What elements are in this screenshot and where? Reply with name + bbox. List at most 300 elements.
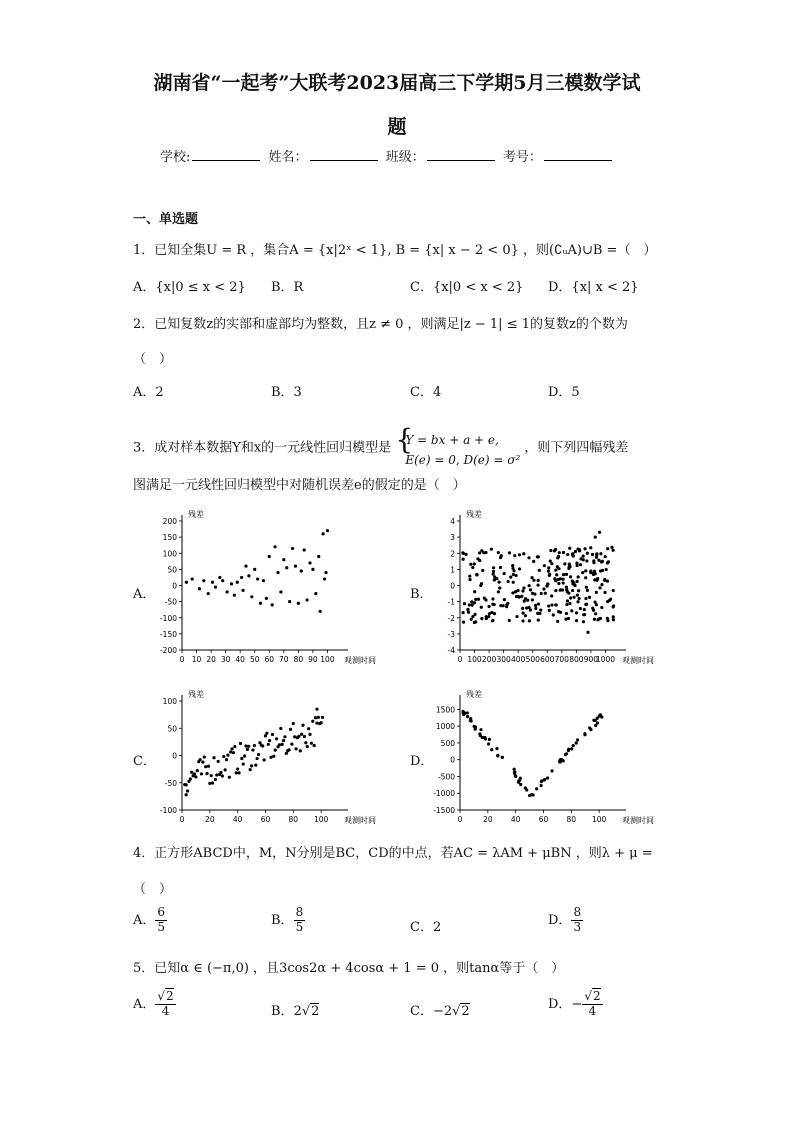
q5-c-rad: 2 [461, 1004, 470, 1019]
data-point [247, 574, 250, 577]
data-point [271, 603, 274, 606]
data-point [503, 598, 506, 601]
data-point [304, 741, 307, 744]
y-axis-label: 残差 [188, 510, 204, 519]
question-1-stem: 1．已知全集U = R ，集合A = {x|2ˣ < 1}, B = {x| x − 2 < 0} ，则(∁ᵤA)∪B =（ ） [133, 243, 657, 258]
data-point [299, 749, 302, 752]
data-point [292, 722, 295, 725]
data-point [556, 620, 559, 623]
q1-option-a[interactable]: A．{x|0 ≤ x < 2} [133, 280, 246, 295]
data-point [583, 613, 586, 616]
data-point [528, 619, 531, 622]
data-point [513, 771, 516, 774]
data-point [478, 551, 481, 554]
class-blank[interactable] [427, 148, 495, 161]
data-point [514, 574, 517, 577]
question-2-stem: 2．已知复数z的实部和虚部均为整数，且z ≠ 0 ，则满足|z − 1| ≤ 1的复数z的个数为 [133, 317, 628, 332]
data-point [235, 771, 238, 774]
data-point [568, 602, 571, 605]
data-point [567, 749, 570, 752]
data-point [576, 594, 579, 597]
data-point [605, 568, 608, 571]
q3-option-d[interactable]: D． [410, 754, 434, 769]
data-point [314, 716, 317, 719]
data-point [509, 575, 512, 578]
y-tick-label: -50 [164, 597, 177, 607]
q5-d-num: √2 [584, 989, 601, 1003]
data-point [224, 768, 227, 771]
exam-number-blank[interactable] [544, 148, 612, 161]
data-point [256, 757, 259, 760]
data-point [473, 562, 476, 565]
data-point [321, 532, 324, 535]
y-tick-label: 100 [162, 697, 177, 706]
data-point [207, 592, 210, 595]
x-tick-label: 20 [483, 815, 493, 824]
data-point [565, 612, 568, 615]
data-point [205, 772, 208, 775]
data-point [271, 733, 274, 736]
data-point [268, 555, 271, 558]
x-tick-label: 40 [232, 815, 243, 824]
q4-d-fraction [571, 906, 583, 935]
data-point [546, 776, 549, 779]
data-point [191, 577, 194, 580]
data-point [542, 587, 545, 590]
data-point [596, 717, 599, 720]
data-point [574, 550, 577, 553]
data-point [233, 594, 236, 597]
data-point [473, 590, 476, 593]
q4-c-value: 2 [432, 920, 442, 935]
data-point [547, 566, 550, 569]
data-point [554, 548, 557, 551]
data-point [314, 592, 317, 595]
data-point [288, 748, 291, 751]
y-tick-label: 3 [450, 533, 455, 543]
data-point [276, 571, 279, 574]
data-point [474, 620, 477, 623]
data-point [479, 728, 482, 731]
q4-option-b[interactable] [271, 906, 305, 935]
data-point [575, 619, 578, 622]
data-point [480, 617, 483, 620]
residual-plot-b [428, 505, 658, 670]
y-axis-label: 残差 [188, 690, 204, 699]
name-blank[interactable] [310, 148, 378, 161]
data-point [305, 598, 308, 601]
data-point [582, 554, 585, 557]
data-point [599, 552, 602, 555]
data-point [475, 573, 478, 576]
data-point [579, 563, 582, 566]
y-tick-label: -50 [164, 778, 177, 788]
data-point [289, 728, 292, 731]
question-3-stem [133, 423, 629, 468]
data-point [207, 765, 210, 768]
data-point [548, 574, 551, 577]
data-point [562, 573, 565, 576]
data-point [229, 750, 232, 753]
data-point [317, 716, 320, 719]
data-point [583, 608, 586, 611]
data-point [466, 715, 469, 718]
data-point [500, 554, 503, 557]
data-point [313, 744, 316, 747]
x-tick-label: 1000 [595, 655, 616, 664]
residual-plot-d [428, 685, 658, 830]
q4-option-d[interactable] [548, 906, 583, 935]
data-point [473, 725, 476, 728]
data-point [470, 600, 473, 603]
data-point [214, 778, 217, 781]
data-point [521, 607, 524, 610]
data-point [249, 768, 252, 771]
name-label: 姓名： [268, 150, 308, 165]
q4-option-a[interactable] [133, 906, 167, 935]
data-point [476, 557, 479, 560]
data-point [237, 771, 240, 774]
data-point [592, 572, 595, 575]
data-point [595, 591, 598, 594]
data-point [491, 597, 494, 600]
data-point [576, 600, 579, 603]
q1-option-d[interactable]: D．{x| x < 2} [548, 280, 639, 295]
residual-plot-c [150, 685, 380, 830]
data-point [283, 735, 286, 738]
data-point [208, 782, 211, 785]
q5-d-letter: D． [548, 996, 572, 1012]
data-point [462, 611, 465, 614]
data-point [254, 764, 257, 767]
y-tick-label: 0 [172, 581, 177, 591]
data-point [185, 793, 188, 796]
data-point [555, 573, 558, 576]
x-tick-label: 80 [288, 815, 299, 824]
question-2-stem-cont: （ ） [133, 352, 173, 367]
data-point [185, 783, 188, 786]
data-point [221, 579, 224, 582]
data-point [193, 772, 196, 775]
q3-option-c[interactable]: C． [133, 754, 156, 769]
data-point [508, 551, 511, 554]
q5-d-fraction [582, 990, 602, 1019]
q2-option-b[interactable]: B．3 [271, 385, 302, 400]
question-5-stem: 5．已知α ∈ (−π,0) ，且3cos2α + 4cosα + 1 = 0 ，则tanα等于（ ） [133, 961, 565, 976]
q4-a-letter: A． [133, 912, 156, 928]
data-point [202, 579, 205, 582]
data-point [503, 572, 506, 575]
data-point [544, 592, 547, 595]
data-point [593, 618, 596, 621]
data-point [483, 596, 486, 599]
x-tick-label: 900 [583, 655, 599, 664]
data-point [588, 596, 591, 599]
data-point [294, 565, 297, 568]
q5-option-a[interactable] [133, 990, 176, 1019]
data-point [518, 567, 521, 570]
data-point [539, 608, 542, 611]
data-point [564, 618, 567, 621]
data-point [576, 580, 579, 583]
data-point [531, 598, 534, 601]
data-point [534, 607, 537, 610]
data-point [572, 582, 575, 585]
data-point [545, 585, 548, 588]
data-point [538, 569, 541, 572]
y-axis-label: 残差 [466, 510, 482, 519]
y-tick-label: 1500 [435, 705, 455, 715]
data-point [236, 767, 239, 770]
q5-a-num: √2 [157, 989, 174, 1003]
data-point [533, 593, 536, 596]
data-point [484, 551, 487, 554]
x-tick-label: 60 [260, 815, 271, 824]
q2-option-c[interactable]: C．4 [410, 385, 442, 400]
question-4-stem: 4．正方形ABCD中，M，N分别是BC，CD的中点，若AC = λAM + μBN ，则λ + μ = [133, 846, 653, 861]
x-tick-label: 200 [481, 655, 497, 664]
question-3-stem-cont: 图满足一元线性回归模型中对随机误差e的假定的是（ ） [133, 478, 466, 493]
data-point [586, 631, 589, 634]
exam-number-label: 考号： [502, 150, 542, 165]
x-tick-label: 20 [205, 815, 215, 824]
data-point [557, 582, 560, 585]
data-point [540, 780, 543, 783]
data-point [527, 606, 530, 609]
data-point [512, 573, 515, 576]
y-tick-label: 4 [450, 517, 455, 526]
q5-option-d[interactable] [548, 990, 603, 1019]
data-point [535, 787, 538, 790]
data-point [603, 591, 606, 594]
data-point [507, 580, 510, 583]
data-point [281, 743, 284, 746]
data-point [285, 566, 288, 569]
data-point [251, 748, 254, 751]
data-point [236, 581, 239, 584]
data-point [488, 738, 491, 741]
class-label: 班级： [385, 150, 425, 165]
data-point [279, 590, 282, 593]
data-point [536, 583, 539, 586]
data-point [218, 576, 221, 579]
data-point [468, 603, 471, 606]
q1-option-b[interactable]: B．R [271, 280, 304, 295]
x-tick-label: 70 [279, 655, 289, 664]
data-point [303, 735, 306, 738]
data-point [495, 747, 498, 750]
y-tick-label: -100 [159, 806, 177, 815]
data-point [598, 586, 601, 589]
data-point [578, 597, 581, 600]
q4-b-letter: B． [271, 912, 294, 928]
data-point [242, 762, 245, 765]
data-point [461, 710, 464, 713]
data-point [595, 556, 598, 559]
data-point [226, 754, 229, 757]
data-point [562, 551, 565, 554]
data-point [576, 547, 579, 550]
data-point [559, 611, 562, 614]
data-point [522, 611, 525, 614]
y-tick-label: 200 [162, 517, 177, 526]
x-tick-label: 100 [467, 655, 482, 664]
data-point [514, 590, 517, 593]
data-point [550, 594, 553, 597]
y-tick-label: -1 [447, 597, 455, 607]
data-point [594, 536, 597, 539]
q5-option-c[interactable]: C．−2√2 [410, 1004, 470, 1019]
data-point [469, 563, 472, 566]
data-point [557, 578, 560, 581]
data-point [569, 596, 572, 599]
q2-option-a[interactable]: A．2 [133, 385, 164, 400]
data-point [554, 569, 557, 572]
data-point [240, 757, 243, 760]
data-point [233, 745, 236, 748]
q3-brace: { [395, 423, 414, 456]
data-point [599, 713, 602, 716]
data-point [513, 768, 516, 771]
data-point [517, 779, 520, 782]
x-tick-label: 80 [293, 655, 304, 664]
q2-option-d[interactable]: D．5 [548, 385, 580, 400]
q3-stem-post: ，则下列四幅残差 [524, 440, 629, 456]
q4-c-letter: C． [410, 920, 433, 935]
data-point [275, 737, 278, 740]
data-point [300, 569, 303, 572]
x-tick-label: 0 [457, 815, 463, 824]
data-point [596, 721, 599, 724]
data-point [497, 590, 500, 593]
data-point [598, 531, 601, 534]
data-point [256, 577, 259, 580]
data-point [556, 556, 559, 559]
q1-option-c[interactable]: C．{x|0 < x < 2} [410, 280, 524, 295]
data-point [543, 778, 546, 781]
data-point [568, 563, 571, 566]
data-point [310, 742, 313, 745]
data-point [585, 559, 588, 562]
x-axis-label: 观测时间 [622, 816, 654, 825]
q4-option-c[interactable] [410, 916, 441, 935]
x-tick-label: 500 [525, 655, 540, 664]
data-point [477, 598, 480, 601]
data-point [543, 564, 546, 567]
data-point [190, 771, 193, 774]
data-point [253, 744, 256, 747]
data-point [222, 755, 225, 758]
data-point [566, 553, 569, 556]
data-point [211, 581, 214, 584]
data-point [563, 562, 566, 565]
q5-option-b[interactable]: B．2√2 [271, 1004, 320, 1019]
data-point [497, 551, 500, 554]
data-point [185, 581, 188, 584]
data-point [565, 752, 568, 755]
q4-a-num: 6 [157, 905, 166, 919]
data-point [320, 721, 323, 724]
data-point [282, 558, 285, 561]
data-point [323, 577, 326, 580]
data-point [480, 549, 483, 552]
data-point [584, 597, 587, 600]
q3-option-b[interactable]: B． [410, 587, 433, 602]
data-point [530, 576, 533, 579]
data-point [595, 552, 598, 555]
y-tick-label: -3 [447, 629, 455, 639]
section-heading: 一、单选题 [133, 212, 199, 227]
data-point [612, 618, 615, 621]
data-point [272, 755, 275, 758]
q4-d-letter: D． [548, 912, 572, 928]
data-point [610, 546, 613, 549]
data-point [581, 571, 584, 574]
y-tick-label: 2 [450, 549, 455, 559]
data-point [478, 732, 481, 735]
q4-a-den: 5 [157, 919, 166, 934]
data-point [290, 743, 293, 746]
data-point [262, 758, 265, 761]
data-point [480, 606, 483, 609]
school-blank[interactable] [192, 148, 260, 161]
data-point [570, 609, 573, 612]
data-point [488, 612, 491, 615]
data-point [506, 602, 509, 605]
data-point [583, 732, 586, 735]
data-point [297, 602, 300, 605]
data-point [473, 601, 476, 604]
data-point [536, 555, 539, 558]
x-tick-label: 80 [566, 815, 577, 824]
data-point [269, 756, 272, 759]
data-point [239, 742, 242, 745]
data-point [524, 614, 527, 617]
x-tick-label: 100 [591, 815, 607, 824]
data-point [604, 555, 607, 558]
data-point [501, 756, 504, 759]
x-tick-label: 600 [540, 655, 555, 664]
data-point [577, 589, 580, 592]
data-point [529, 588, 532, 591]
data-point [259, 602, 262, 605]
data-point [317, 555, 320, 558]
data-point [274, 749, 277, 752]
q4-d-num: 8 [573, 905, 582, 919]
data-point [612, 605, 615, 608]
x-tick-label: 90 [308, 655, 318, 664]
x-tick-label: 50 [249, 655, 260, 664]
data-point [241, 589, 244, 592]
data-point [487, 742, 490, 745]
data-point [462, 558, 465, 561]
data-point [291, 547, 294, 550]
data-point [584, 576, 587, 579]
data-point [466, 608, 469, 611]
q3-option-a[interactable]: A． [133, 587, 156, 602]
data-point [577, 575, 580, 578]
q4-b-den: 5 [295, 919, 304, 934]
data-point [540, 784, 543, 787]
data-point [469, 719, 472, 722]
data-point [515, 595, 518, 598]
data-point [262, 579, 265, 582]
data-point [471, 566, 474, 569]
data-point [230, 747, 233, 750]
data-point [228, 776, 231, 779]
data-point [586, 589, 589, 592]
data-point [556, 565, 559, 568]
